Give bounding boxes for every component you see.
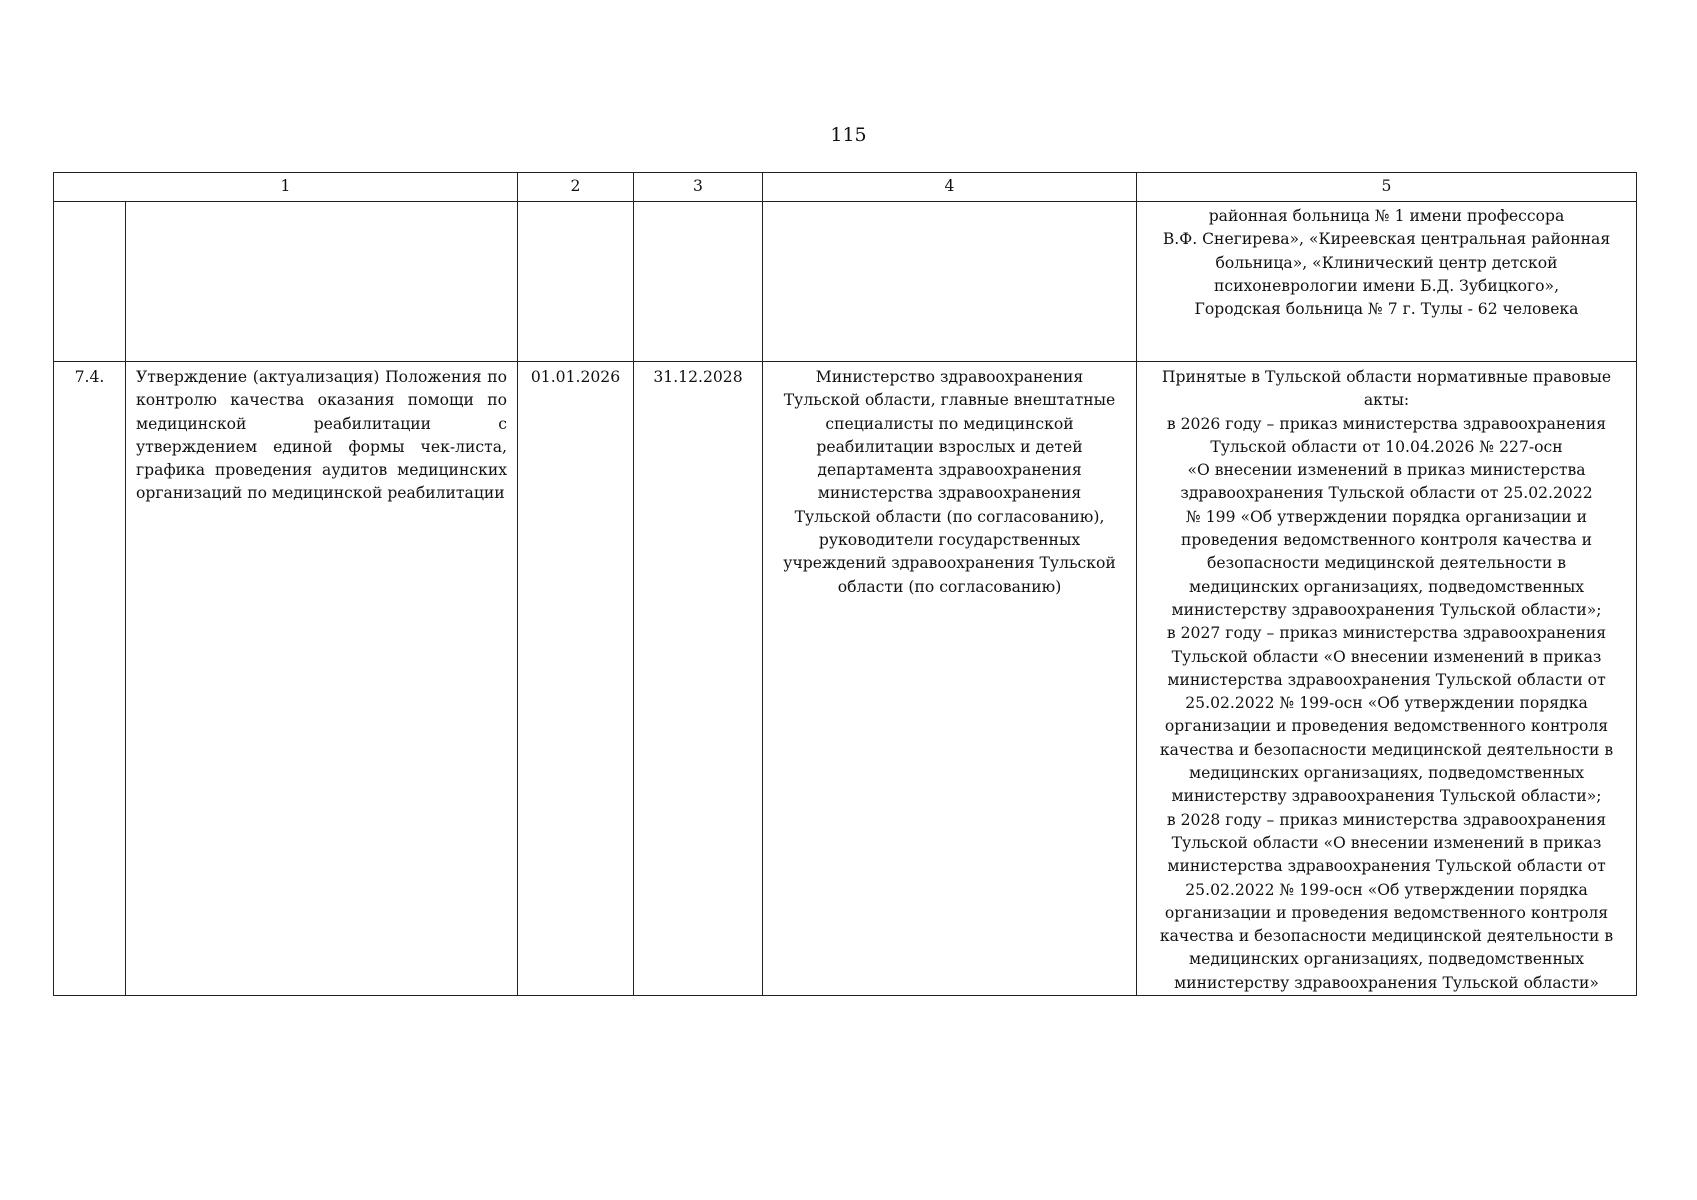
text-line: в 2027 году – приказ министерства здравоохранения xyxy=(1166,624,1607,643)
text-line: организации и проведения ведомственного контроля xyxy=(1164,903,1609,922)
text-line: учреждений здравоохранения Тульской xyxy=(783,554,1116,573)
text-line: министерству здравоохранения Тульской области»; xyxy=(1171,600,1602,619)
text-line: безопасности медицинской деятельности в xyxy=(1207,554,1567,573)
text-line: Принятые в Тульской области нормативные правовые xyxy=(1161,368,1612,386)
cell-end-empty xyxy=(634,202,763,362)
text-line: Тульской области (по согласованию), xyxy=(794,507,1105,526)
text-line: министерства здравоохранения Тульской области от xyxy=(1167,857,1606,876)
cell-number-empty xyxy=(54,202,126,362)
text-line: «О внесении изменений в приказ министерства xyxy=(1187,461,1586,480)
item-end-date: 31.12.2028 xyxy=(634,362,763,996)
item-description: Утверждение (актуализация) Положения по контролю качества оказания помощи по медицинской реабилитации с утверждением единой формы чек-листа, графика проведения аудитов медицинских организаций по медицинской реабилитации xyxy=(126,362,518,996)
table-row-7-4 xyxy=(54,362,1637,996)
text-line: качества и безопасности медицинской деятельности в xyxy=(1159,927,1614,946)
header-col-2: 2 xyxy=(518,173,634,202)
text-line: Тульской области «О внесении изменений в приказ xyxy=(1171,833,1602,852)
item-responsible xyxy=(763,362,1137,996)
text-line: министерству здравоохранения Тульской области»; xyxy=(1171,787,1602,806)
table-header-row xyxy=(54,173,1637,202)
plan-table xyxy=(53,172,1637,996)
text-line: акты: xyxy=(1363,391,1410,410)
text-line: психоневрологии имени Б.Д. Зубицкого», xyxy=(1213,276,1560,295)
text-line: области (по согласованию) xyxy=(837,577,1062,596)
text-line: Министерство здравоохранения xyxy=(815,368,1084,386)
text-line: в 2026 году – приказ министерства здравоохранения xyxy=(1166,414,1607,433)
cell-responsible-empty xyxy=(763,202,1137,362)
text-line: медицинских организациях, подведомственных xyxy=(1188,950,1585,969)
item-result xyxy=(1137,362,1637,996)
header-col-5: 5 xyxy=(1137,173,1637,202)
text-line: медицинских организациях, подведомственных xyxy=(1188,577,1585,596)
text-line: специалисты по медицинской xyxy=(825,414,1074,433)
cell-result-continuation xyxy=(1137,202,1637,362)
text-line: руководители государственных xyxy=(818,531,1081,550)
text-line: департамента здравоохранения xyxy=(817,461,1082,480)
text-line: министерства здравоохранения Тульской области от xyxy=(1167,670,1606,689)
text-line: Городская больница № 7 г. Тулы - 62 человека xyxy=(1194,300,1579,319)
text-line: 25.02.2022 № 199-осн «Об утверждении порядка xyxy=(1185,694,1588,713)
header-col-4: 4 xyxy=(763,173,1137,202)
header-col-1: 1 xyxy=(54,173,518,202)
table-row-continuation xyxy=(54,202,1637,362)
text-line: В.Ф. Снегирева», «Киреевская центральная районная xyxy=(1162,230,1611,249)
text-line: здравоохранения Тульской области от 25.02.2022 xyxy=(1180,484,1593,503)
text-line: министерству здравоохранения Тульской области» xyxy=(1174,973,1599,992)
text-line: Тульской области, главные внештатные xyxy=(783,391,1116,410)
text-line: проведения ведомственного контроля качества и xyxy=(1181,531,1592,550)
text-line: организации и проведения ведомственного контроля xyxy=(1164,717,1609,736)
text-line: медицинских организациях, подведомственных xyxy=(1188,764,1585,783)
text-line: качества и безопасности медицинской деятельности в xyxy=(1159,740,1614,759)
item-number: 7.4. xyxy=(54,362,126,996)
page-number: 115 xyxy=(830,124,867,146)
text-line: 25.02.2022 № 199-осн «Об утверждении порядка xyxy=(1185,880,1588,899)
text-line: Тульской области от 10.04.2026 № 227-осн xyxy=(1210,437,1563,456)
cell-description-empty xyxy=(126,202,518,362)
text-line: районная больница № 1 имени профессора xyxy=(1208,207,1565,225)
text-line: № 199 «Об утверждении порядка организации и xyxy=(1186,507,1588,526)
item-start-date: 01.01.2026 xyxy=(518,362,634,996)
text-line: больница», «Клинический центр детской xyxy=(1215,253,1558,272)
text-line: реабилитации взрослых и детей xyxy=(816,437,1083,456)
text-line: Тульской области «О внесении изменений в приказ xyxy=(1171,647,1602,666)
text-line: министерства здравоохранения xyxy=(817,484,1082,503)
header-col-3: 3 xyxy=(634,173,763,202)
text-line: в 2028 году – приказ министерства здравоохранения xyxy=(1166,810,1607,829)
cell-start-empty xyxy=(518,202,634,362)
